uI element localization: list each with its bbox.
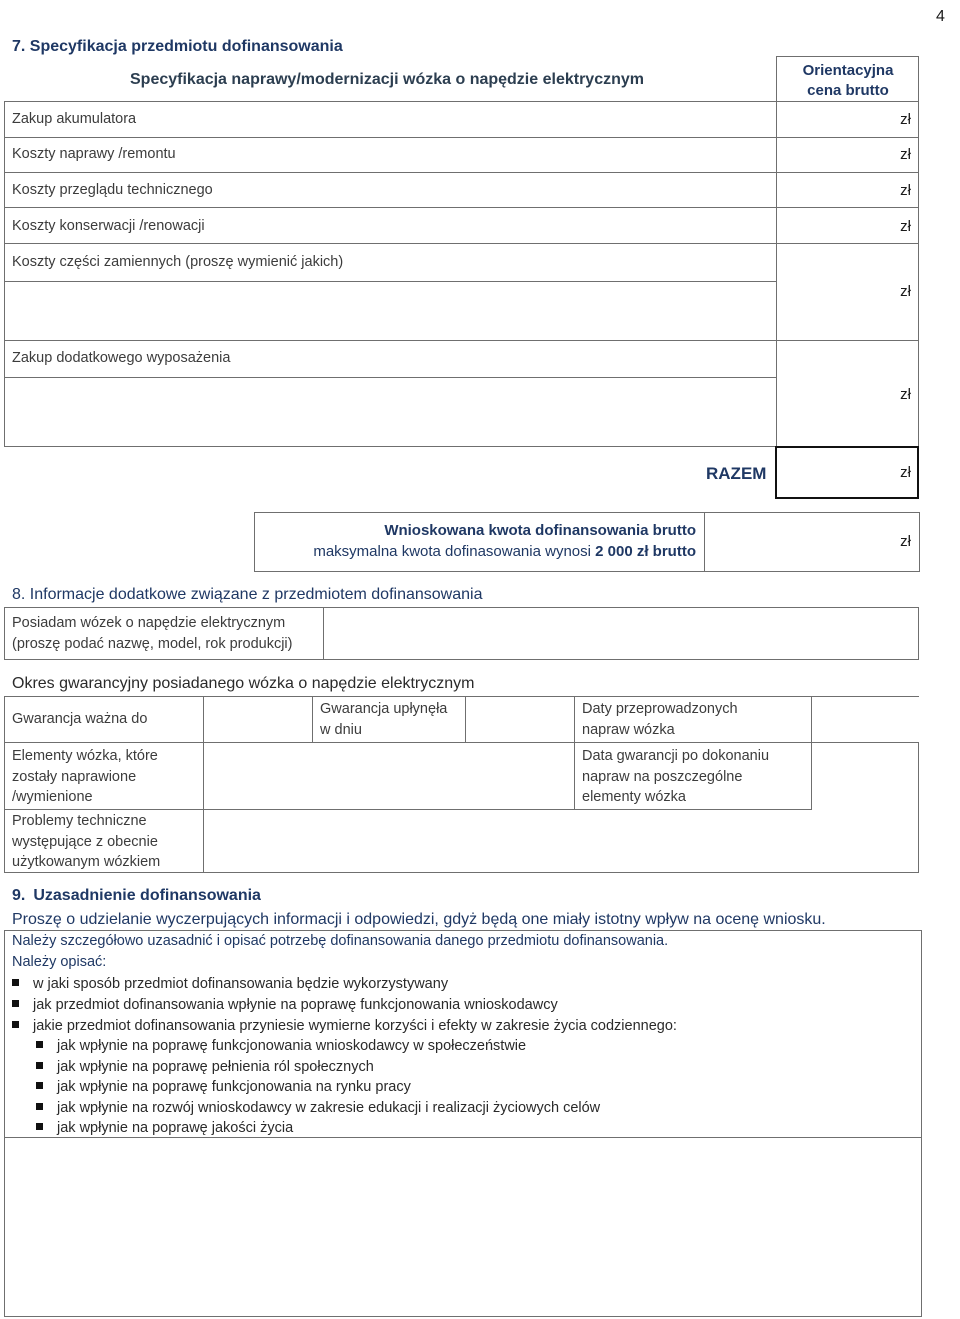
row-parts-label: Koszty części zamiennych (proszę wymienić jakich): [12, 254, 344, 270]
justification-textarea[interactable]: [4, 1137, 922, 1317]
sub-bullet-item: [36, 1057, 374, 1077]
repaired-elements-line2: zostały naprawione: [12, 768, 137, 785]
bullet-square-icon: [36, 1123, 43, 1130]
warranty-expired-line2: w dniu: [320, 721, 362, 738]
bullet-square-icon: [12, 1000, 19, 1007]
row-equipment-label: Zakup dodatkowego wyposażenia: [12, 350, 231, 366]
total-label: RAZEM: [706, 464, 767, 483]
table-rule: [4, 340, 918, 341]
price-column-header: [778, 61, 918, 101]
row-repair-currency[interactable]: zł: [900, 146, 911, 163]
warranty-after-line2: napraw na poszczególne: [582, 768, 743, 785]
sub-bullet-item: [36, 1098, 600, 1118]
grid-rule: [918, 742, 919, 873]
section-7-heading: 7. Specyfikacja przedmiotu dofinansowania: [12, 38, 343, 55]
row-equipment-currency[interactable]: zł: [900, 386, 911, 403]
sub-bullet-text: jak wpłynie na poprawę jakości życia: [57, 1120, 294, 1136]
section-9-title: Uzasadnienie dofinansowania: [33, 887, 261, 904]
owned-label-line2: (proszę podać nazwę, model, rok produkcji): [12, 635, 293, 652]
page-number: 4: [936, 8, 945, 25]
instruction-line-2: Należy opisać:: [12, 954, 107, 970]
warranty-after-line3: elementy wózka: [582, 789, 686, 805]
owned-label-line1: Posiadam wózek o napędzie elektrycznym: [12, 615, 286, 631]
table-rule: [918, 56, 919, 446]
repair-dates-input[interactable]: [812, 697, 918, 741]
bullet-square-icon: [36, 1062, 43, 1069]
owned-wheelchair-label: [12, 613, 292, 654]
warranty-expired-line1: Gwarancja upłynęła: [320, 701, 448, 717]
table-rule: [776, 101, 918, 102]
warranty-expired-input[interactable]: [466, 697, 573, 741]
table-rule: [4, 137, 918, 138]
equipment-input-area[interactable]: [5, 378, 775, 445]
bullet-square-icon: [12, 1021, 19, 1028]
requested-amount-label: [258, 520, 696, 562]
bullet-text: w jaki sposób przedmiot dofinansowania będzie wykorzystywany: [33, 976, 449, 992]
repair-dates-line1: Daty przeprowadzonych: [582, 701, 738, 717]
table-rule: [4, 172, 918, 173]
sub-bullet-item: [36, 1077, 411, 1097]
requested-divider: [704, 512, 705, 572]
table-rule: [4, 101, 776, 102]
bullet-square-icon: [12, 979, 19, 986]
warranty-heading: Okres gwarancyjny posiadanego wózka o napędzie elektrycznym: [12, 675, 475, 692]
table-rule: [4, 243, 918, 244]
repaired-elements-label: [12, 746, 158, 808]
requested-currency[interactable]: zł: [900, 533, 911, 550]
repaired-elements-line3: /wymienione: [12, 789, 93, 805]
instruction-line-1: Należy szczegółowo uzasadnić i opisać potrzebę dofinansowania danego przedmiotu dofinansowania.: [12, 933, 669, 949]
bullet-text: jak przedmiot dofinansowania wpłynie na poprawę funkcjonowania wnioskodawcy: [33, 997, 558, 1013]
repaired-elements-input[interactable]: [204, 743, 573, 808]
row-parts-currency[interactable]: zł: [900, 283, 911, 300]
grid-rule: [4, 696, 5, 873]
sub-bullet-item: [36, 1036, 526, 1056]
table-rule: [776, 56, 918, 57]
problems-line1: Problemy techniczne: [12, 813, 147, 829]
section-9-number: 9.: [12, 887, 26, 904]
bullet-square-icon: [36, 1041, 43, 1048]
problems-line3: użytkowanym wózkiem: [12, 854, 161, 870]
bullet-square-icon: [36, 1103, 43, 1110]
row-inspection-label: Koszty przeglądu technicznego: [12, 182, 213, 198]
table-rule: [776, 56, 777, 446]
warranty-expired-label: [320, 699, 447, 740]
row-battery-currency[interactable]: zł: [900, 111, 911, 128]
repair-dates-line2: napraw wózka: [582, 721, 675, 738]
sub-bullet-text: jak wpłynie na poprawę funkcjonowania na rynku pracy: [57, 1079, 411, 1095]
owned-wheelchair-input[interactable]: [324, 608, 918, 659]
bullet-square-icon: [36, 1082, 43, 1089]
row-maintenance-currency[interactable]: zł: [900, 218, 911, 235]
bullet-item: [12, 974, 448, 994]
requested-line2-bold: 2 000 zł brutto: [595, 543, 696, 560]
requested-line1: Wnioskowana kwota dofinansowania brutto: [384, 522, 696, 539]
warranty-after-repair-input[interactable]: [812, 743, 918, 871]
row-inspection-currency[interactable]: zł: [900, 182, 911, 199]
sub-bullet-text: jak wpłynie na poprawę funkcjonowania wnioskodawcy w społeczeństwie: [57, 1038, 527, 1054]
warranty-valid-label: Gwarancja ważna do: [12, 711, 148, 727]
sub-bullet-text: jak wpłynie na poprawę pełnienia ról społecznych: [57, 1059, 374, 1075]
bullet-item: [12, 1016, 677, 1036]
price-header-line1: Orientacyjna: [802, 62, 894, 79]
technical-problems-label: [12, 811, 160, 873]
section-8-heading: 8. Informacje dodatkowe związane z przedmiotem dofinansowania: [12, 586, 483, 603]
row-repair-label: Koszty naprawy /remontu: [12, 146, 176, 162]
row-battery-label: Zakup akumulatora: [12, 111, 137, 127]
warranty-valid-input[interactable]: [204, 697, 311, 741]
sub-bullet-text: jak wpłynie na rozwój wnioskodawcy w zakresie edukacji i realizacji życiowych celów: [57, 1100, 601, 1116]
technical-problems-input[interactable]: [204, 810, 811, 871]
repaired-elements-line1: Elementy wózka, które: [12, 748, 158, 764]
total-currency: zł: [900, 464, 911, 481]
repair-dates-label: [582, 699, 738, 740]
parts-input-area[interactable]: [5, 282, 775, 339]
problems-line2: występujące z obecnie: [12, 833, 158, 850]
table-rule: [4, 207, 918, 208]
grid-rule: [574, 696, 575, 810]
section-9-intro: Proszę o udzielanie wyczerpujących informacji i odpowiedzi, gdyż będą one miały istotny wpływ na ocenę wniosku.: [12, 911, 826, 928]
price-header-line2: cena brutto: [807, 82, 889, 99]
warranty-after-line1: Data gwarancji po dokonaniu: [582, 748, 770, 764]
grid-rule: [312, 696, 313, 743]
sub-bullet-item: [36, 1118, 293, 1138]
bullet-item: [12, 995, 558, 1015]
spec-table-title: Specyfikacja naprawy/modernizacji wózka o napędzie elektrycznym: [130, 71, 644, 88]
row-maintenance-label: Koszty konserwacji /renowacji: [12, 218, 205, 234]
bullet-text: jakie przedmiot dofinansowania przyniesie wymierne korzyści i efekty w zakresie życia codziennego:: [33, 1018, 677, 1034]
section-9-heading: [12, 887, 261, 905]
requested-line2-prefix: maksymalna kwota dofinasowania wynosi: [313, 543, 596, 560]
warranty-after-repair-label: [582, 746, 769, 808]
